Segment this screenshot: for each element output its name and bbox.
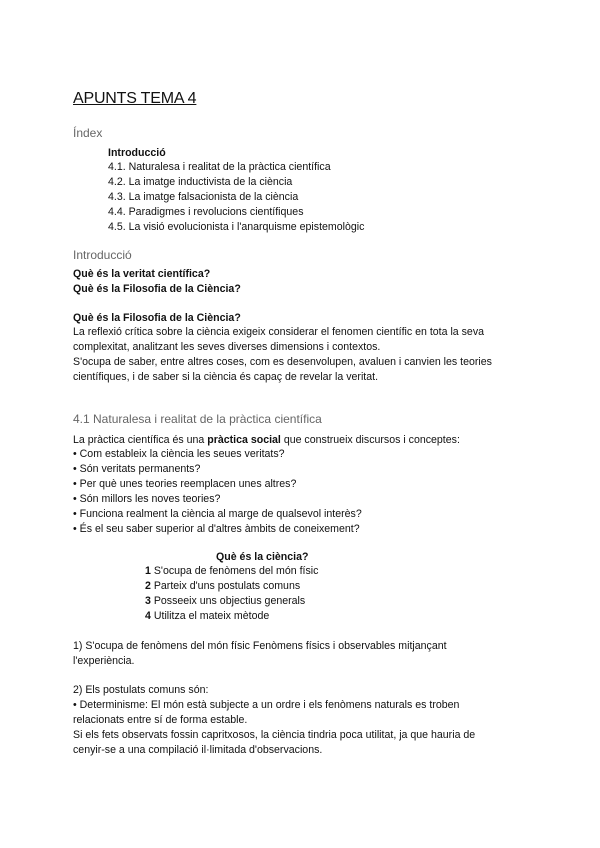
bullet-item: • És el seu saber superior al d'altres àmbits de coneixement? (73, 523, 360, 535)
paragraph-line: l'experiència. (73, 655, 135, 667)
point-1 (73, 639, 447, 669)
index-item: 4.1. Naturalesa i realitat de la pràctica científica (108, 161, 331, 173)
bullet-item: • Per què unes teories reemplacen unes altres? (73, 478, 297, 490)
paragraph-line: cenyir-se a una compilació il·limitada d'observacions. (73, 744, 323, 756)
item-number: 3 (145, 595, 151, 607)
item-number: 4 (145, 610, 151, 622)
index-item: 4.2. La imatge inductivista de la ciència (108, 176, 293, 188)
index-item: 4.3. La imatge falsacionista de la ciència (108, 191, 299, 203)
bullet-item: • Són veritats permanents? (73, 463, 201, 475)
paragraph-line: científiques, i de saber si la ciència és capaç de revelar la veritat. (73, 371, 379, 383)
page-title: APUNTS TEMA 4 (73, 90, 197, 107)
section-4-1-heading: 4.1 Naturalesa i realitat de la pràctica científica (73, 412, 322, 426)
paragraph-line: 1) S'ocupa de fenòmens del món físic Fenòmens físics i observables mitjançant (73, 640, 447, 652)
question: Què és la veritat científica? (73, 268, 211, 280)
bullet-item: • Funciona realment la ciència al marge de qualsevol interès? (73, 508, 362, 520)
paragraph-line: Si els fets observats fossin capritxosos, la ciència tindria poca utilitat, ja que hauria de (73, 729, 476, 741)
item-text: Utilitza el mateix mètode (150, 610, 270, 622)
bullet-item: • Són millors les noves teories? (73, 493, 221, 505)
paragraph-line: relacionats entre sí de forma estable. (73, 714, 248, 726)
index-item: 4.5. La visió evolucionista i l'anarquisme epistemològic (108, 221, 365, 233)
index-heading: Índex (73, 126, 103, 140)
lead-bold: pràctica social (207, 434, 281, 446)
paragraph-line: La reflexió crítica sobre la ciència exigeix considerar el fenomen científic en tota la seva (73, 326, 485, 338)
list-item (145, 609, 318, 624)
lead-text: que construeix discursos i conceptes: (280, 434, 460, 446)
paragraph-line: S'ocupa de saber, entre altres coses, com es desenvolupen, avaluen i canvien les teories (73, 356, 492, 368)
list-item (145, 564, 318, 579)
section-lead (73, 433, 460, 448)
intro-heading: Introducció (73, 248, 132, 262)
item-text: Posseeix uns objectius generals (150, 595, 306, 607)
item-text: Parteix d'uns postulats comuns (150, 580, 301, 592)
intro-paragraph (73, 325, 492, 385)
list-item (145, 579, 318, 594)
what-is-science-heading: Què és la ciència? (216, 551, 309, 563)
item-number: 1 (145, 565, 151, 577)
question: Què és la Filosofia de la Ciència? (73, 283, 241, 295)
item-number: 2 (145, 580, 151, 592)
index-item: 4.4. Paradigmes i revolucions científiques (108, 206, 304, 218)
question-bullets (73, 447, 362, 537)
point-2 (73, 683, 475, 758)
index-list (108, 160, 364, 235)
index-intro: Introducció (108, 147, 166, 159)
philosophy-subheading: Què és la Filosofia de la Ciència? (73, 312, 241, 324)
item-text: S'ocupa de fenòmens del món físic (150, 565, 319, 577)
what-is-science-list (145, 564, 318, 624)
intro-questions (73, 267, 241, 297)
paragraph-line: • Determinisme: El món està subjecte a un ordre i els fenòmens naturals es troben (73, 699, 460, 711)
bullet-item: • Com estableix la ciència les seues veritats? (73, 448, 285, 460)
paragraph-line: 2) Els postulats comuns són: (73, 684, 209, 696)
paragraph-line: complexitat, analitzant les seves diverses dimensions i contextos. (73, 341, 381, 353)
lead-text: La pràctica científica és una (73, 434, 208, 446)
list-item (145, 594, 318, 609)
